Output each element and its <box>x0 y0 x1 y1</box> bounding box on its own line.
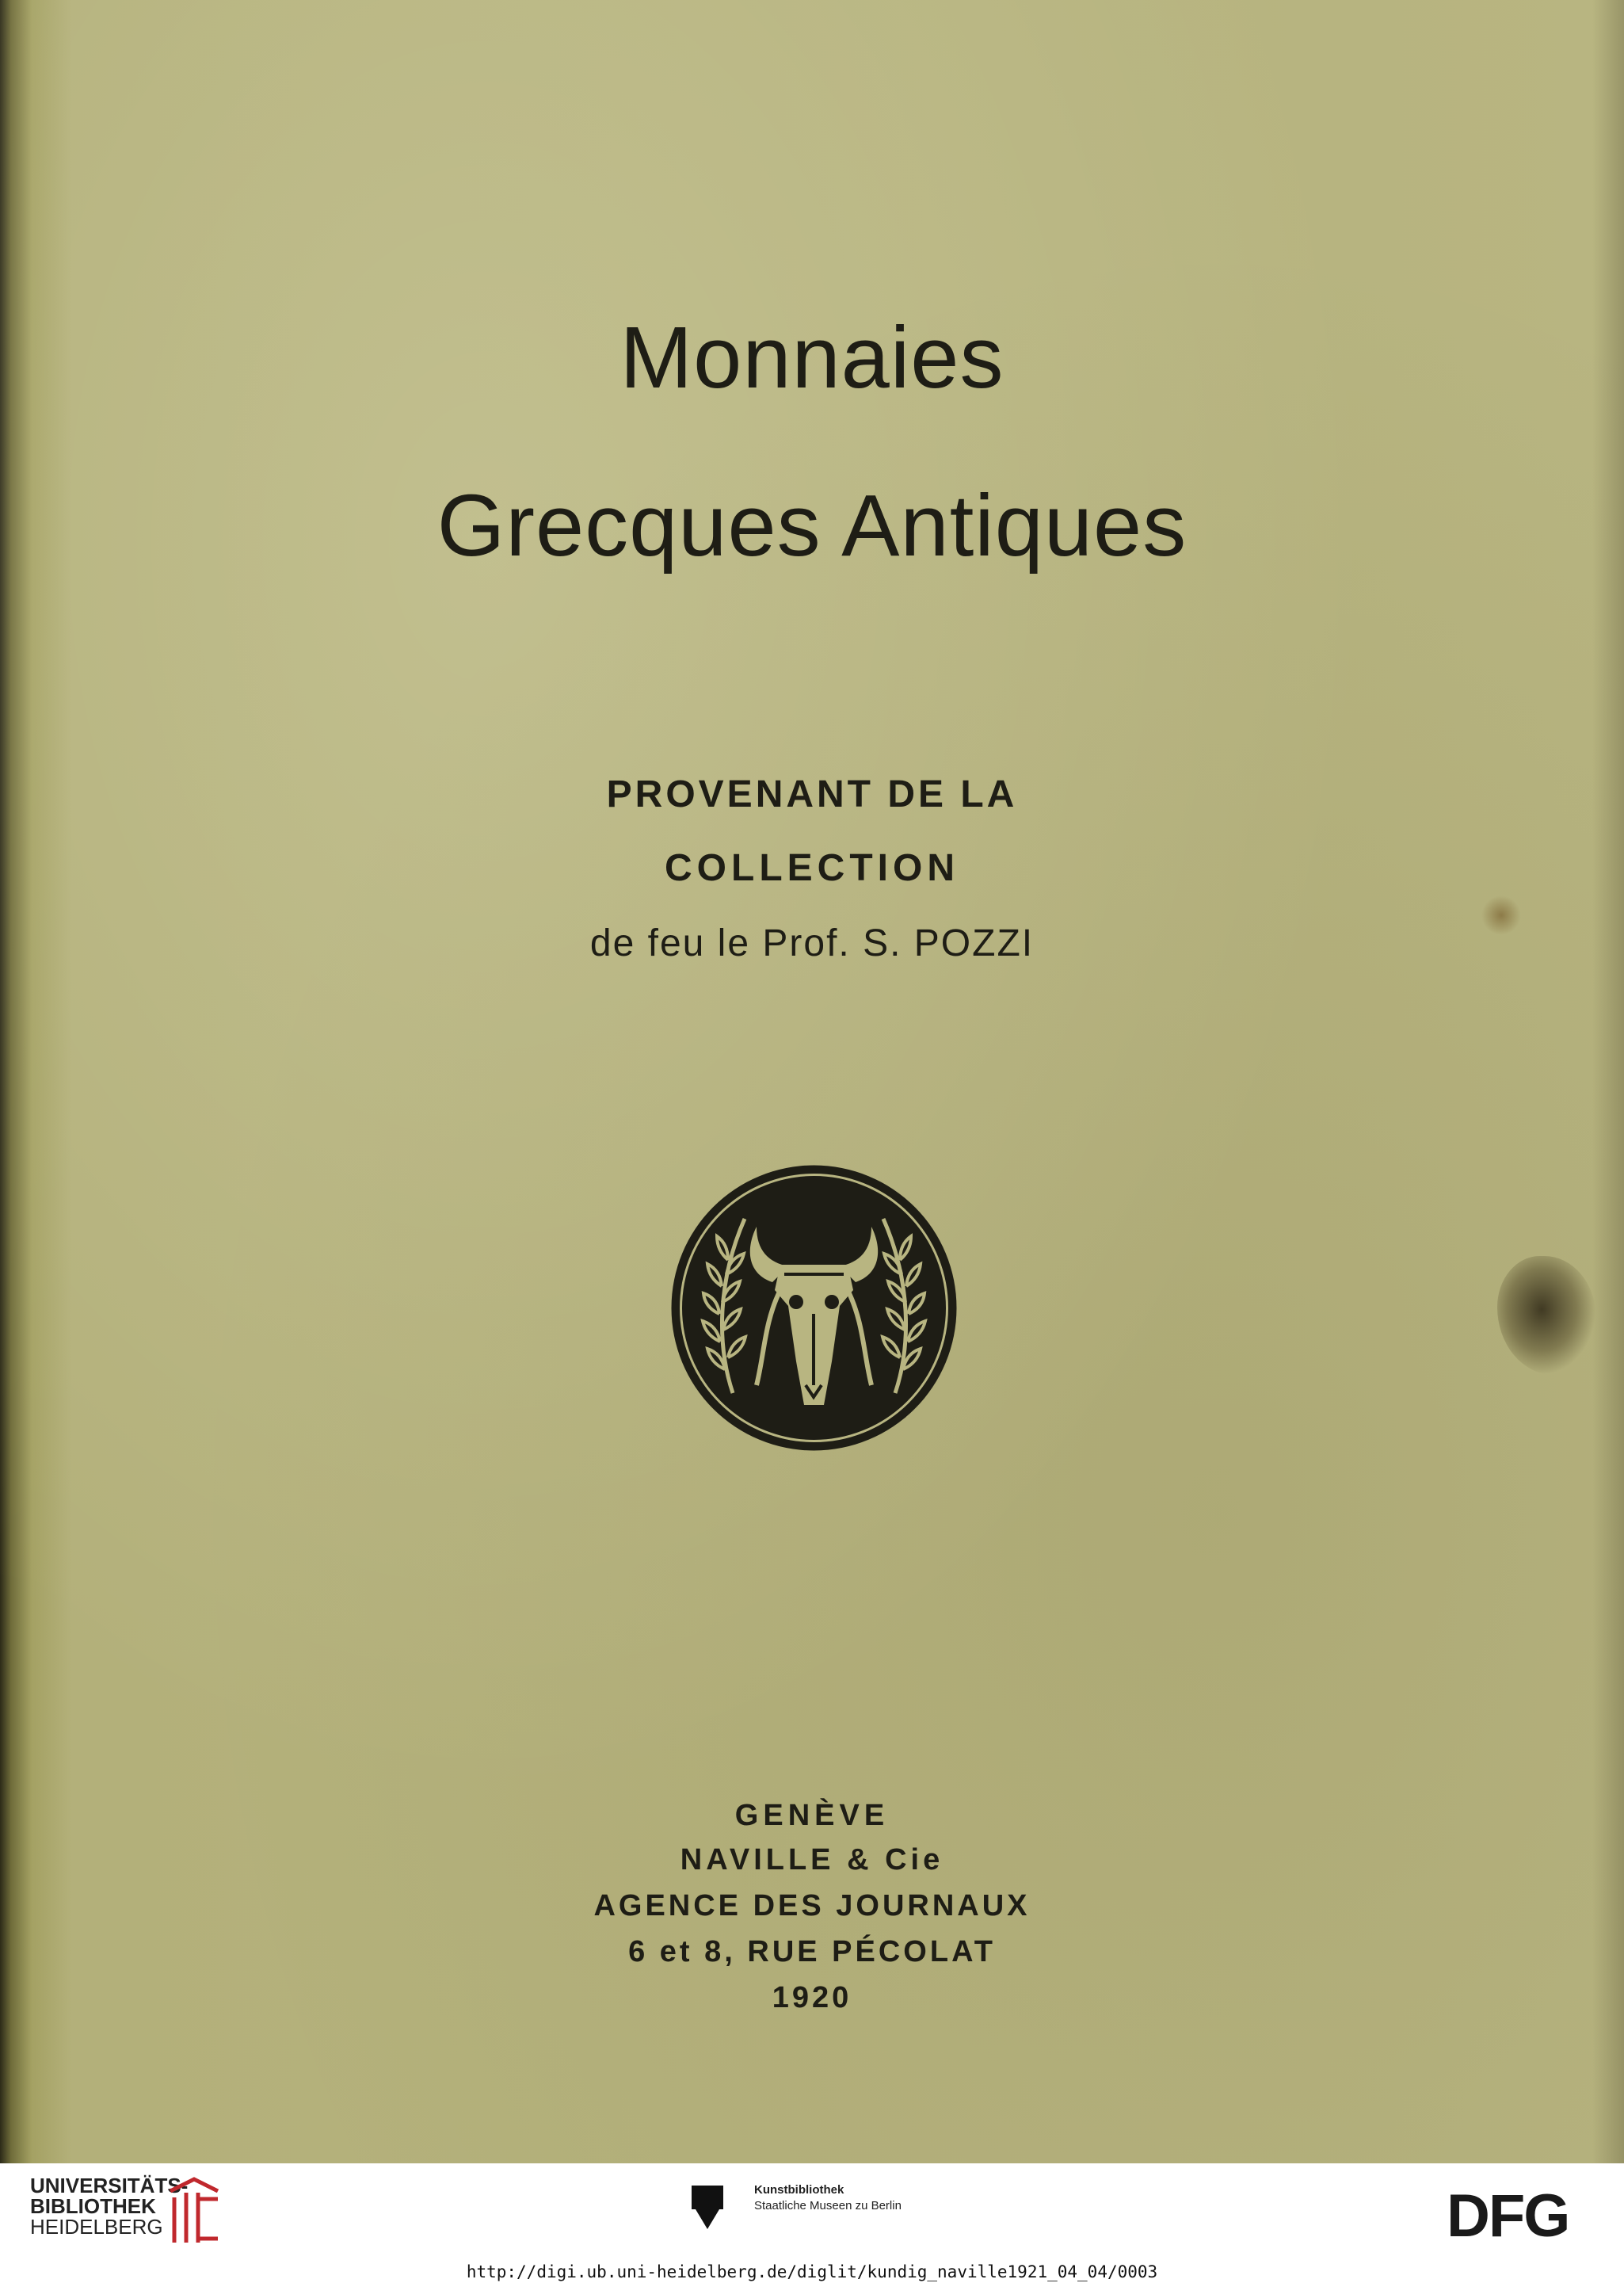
imprint-address: 6 et 8, RUE PÉCOLAT <box>628 1935 996 1968</box>
kunstbibliothek-logo-icon <box>692 2186 723 2229</box>
dfg-logo-text: DFG <box>1447 2187 1569 2243</box>
cover-subtitle-line2: COLLECTION <box>665 847 959 889</box>
kb-name: Kunstbibliothek <box>754 2183 844 2197</box>
bucranium-wreath-emblem-icon <box>669 1163 959 1453</box>
ub-logo-line3: HEIDELBERG <box>30 2215 163 2239</box>
cover-title-line1: Monnaies <box>619 309 1005 407</box>
ub-logo-line1: UNIVERSITÄTS- <box>30 2174 189 2197</box>
kb-subtitle: Staatliche Museen zu Berlin <box>754 2199 902 2212</box>
imprint-agency: AGENCE DES JOURNAUX <box>593 1889 1031 1922</box>
imprint-year: 1920 <box>772 1981 852 2014</box>
imprint-publisher: NAVILLE & Cie <box>680 1843 944 1876</box>
paper-spot <box>1481 895 1521 935</box>
cover-subtitle-line3: de feu le Prof. S. POZZI <box>589 922 1035 964</box>
imprint-city: GENÈVE <box>734 1799 890 1832</box>
ub-red-mark-icon <box>162 2175 226 2247</box>
dfg-logo-icon[interactable] <box>1447 2187 1601 2243</box>
ub-logo-line2: BIBLIOTHEK <box>30 2194 156 2218</box>
kunstbibliothek-label[interactable] <box>754 2182 902 2214</box>
paper-stain <box>1497 1256 1596 1375</box>
page-url[interactable]: http://digi.ub.uni-heidelberg.de/diglit/kundig_naville1921_04_04/0003 <box>466 2262 1158 2281</box>
cover-title-line2: Grecques Antiques <box>436 477 1188 575</box>
cover-subtitle-line1: PROVENANT DE LA <box>606 773 1018 815</box>
